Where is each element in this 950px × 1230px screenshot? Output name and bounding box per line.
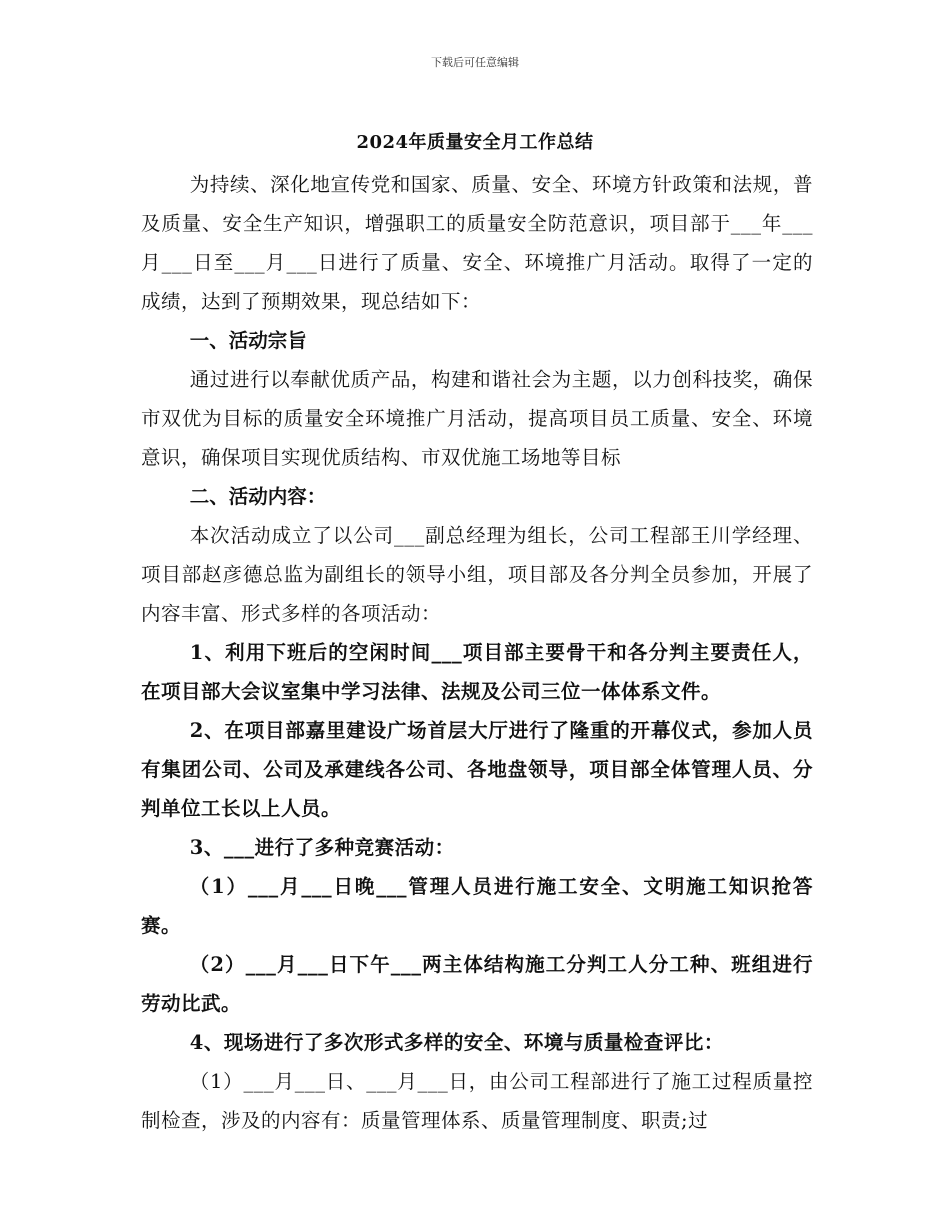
list-item-3a: （1）___月___日晚___管理人员进行施工安全、文明施工知识抢答赛。 <box>141 875 813 937</box>
document-title: 2024年质量安全月工作总结 <box>356 132 594 153</box>
purpose-paragraph: 通过进行以奉献优质产品，构建和谐社会为主题，以力创科技奖，确保市双优为目标的质量安全环境推广月活动，提高项目员工质量、安全、环境意识，确保项目实现优质结构、市双优施工场地等目标 <box>141 368 813 469</box>
content-paragraph: 本次活动成立了以公司___副总经理为组长，公司工程部王川学经理、项目部赵彦德总监为副组长的领导小组，项目部及各分判全员参加，开展了内容丰富、形式多样的各项活动： <box>141 524 813 625</box>
document-body <box>141 165 813 1140</box>
list-item-4a: （1）___月___日、___月___日，由公司工程部进行了施工过程质量控制检查，涉及的内容有：质量管理体系、质量管理制度、职责;过 <box>141 1070 813 1132</box>
intro-paragraph: 为持续、深化地宣传党和国家、质量、安全、环境方针政策和法规，普及质量、安全生产知识，增强职工的质量安全防范意识，项目部于___年___月___日至___月___日进行了质量、安全、环境推广月活动。取得了一定的成绩，达到了预期效果，现总结如下： <box>141 173 813 313</box>
list-item-1: 1、利用下班后的空闲时间___项目部主要骨干和各分判主要责任人，在项目部大会议室集中学习法律、法规及公司三位一体体系文件。 <box>141 641 813 703</box>
list-item-3b: （2）___月___日下午___两主体结构施工分判工人分工种、班组进行劳动比武。 <box>141 953 813 1015</box>
page-header: 下载后可任意编辑 <box>431 56 519 69</box>
list-item-3: 3、___进行了多种竞赛活动： <box>189 836 455 859</box>
section-heading-content: 二、活动内容： <box>189 485 327 508</box>
section-heading-purpose: 一、活动宗旨 <box>189 329 307 352</box>
list-item-4: 4、现场进行了多次形式多样的安全、环境与质量检查评比： <box>189 1031 724 1054</box>
list-item-2: 2、在项目部嘉里建设广场首层大厅进行了隆重的开幕仪式，参加人员有集团公司、公司及承建线各公司、各地盘领导，项目部全体管理人员、分判单位工长以上人员。 <box>141 719 813 820</box>
